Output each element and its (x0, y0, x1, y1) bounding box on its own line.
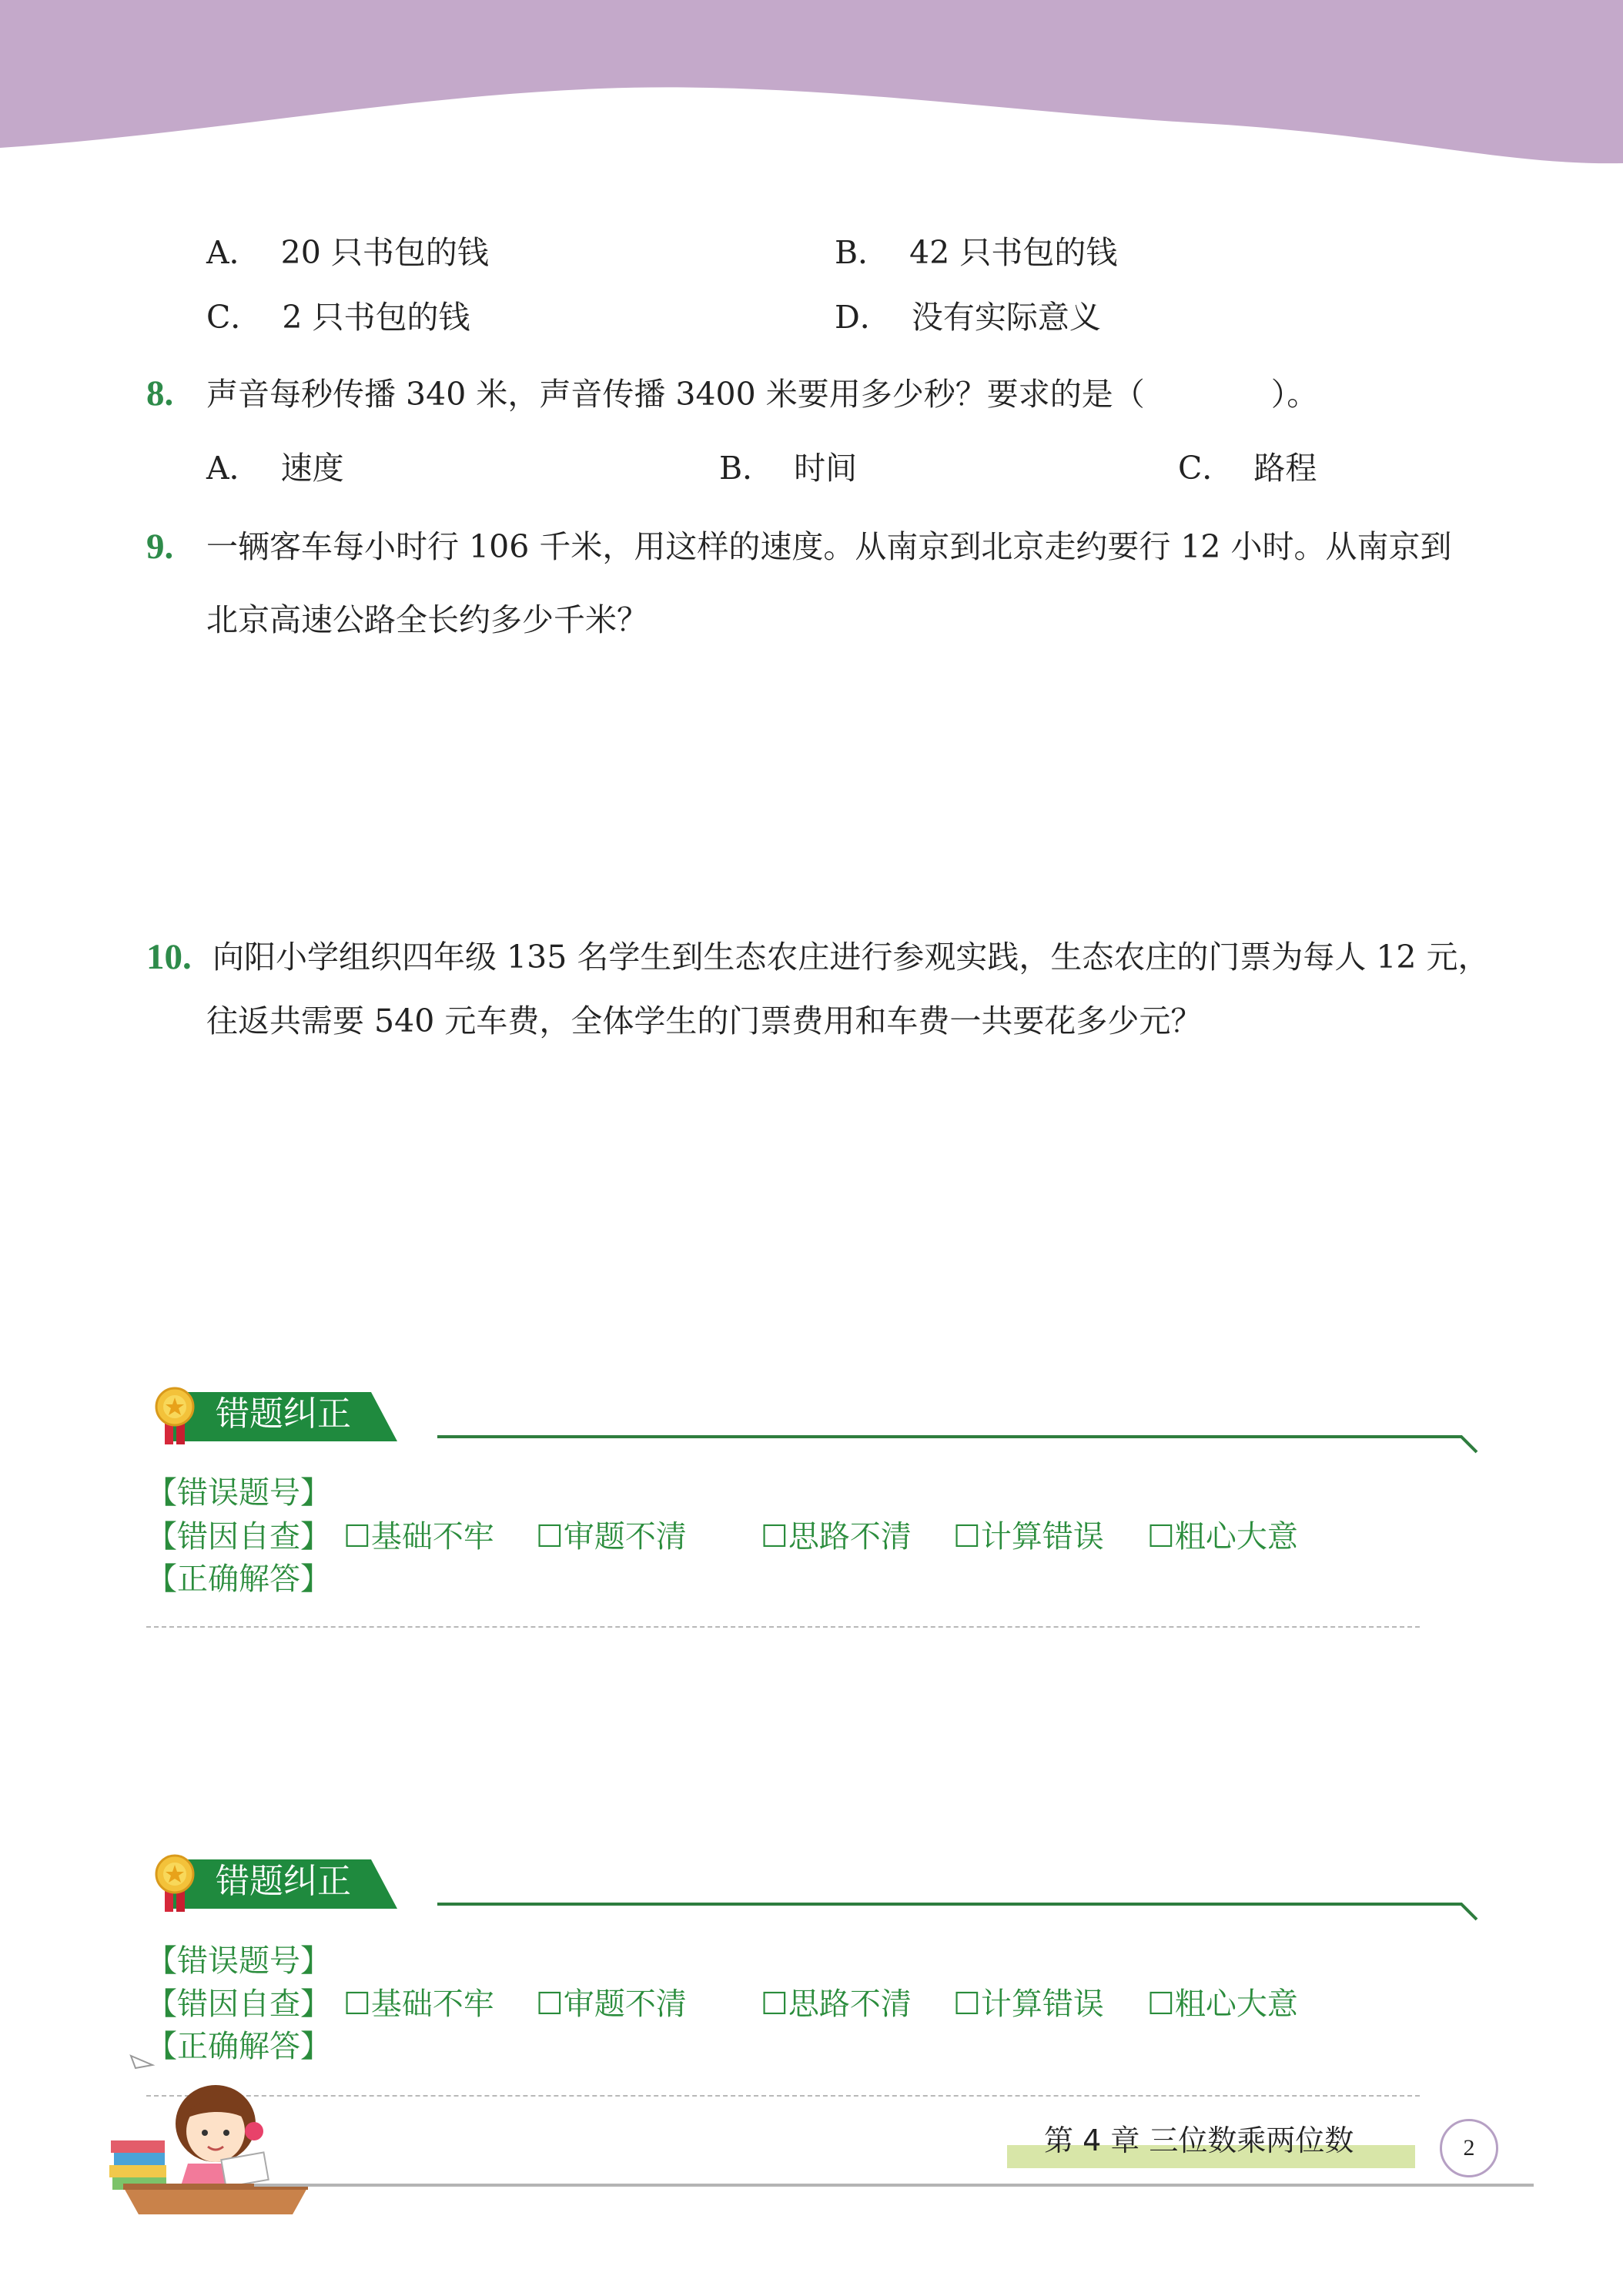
section-rule-end (1458, 1435, 1478, 1454)
page-number: 2 (1440, 2119, 1498, 2177)
footer-chapter-title: 第 4 章 三位数乘两位数 (1044, 2124, 1354, 2157)
question-9-line1: 一辆客车每小时行 106 千米，用这样的速度。从南京到北京走约要行 12 小时。从南京到 (206, 528, 1452, 565)
correction-section-1-header (154, 1387, 1478, 1441)
dashed-divider (146, 1626, 1420, 1628)
cause-option-basics[interactable]: ☐基础不牢 (343, 1519, 494, 1555)
question-10-number: 10. (146, 937, 192, 977)
cause-option-thinking[interactable]: ☐思路不清 (761, 1986, 912, 2022)
q7-option-b: B． 42 只书包的钱 (835, 234, 1118, 271)
question-8-number: 8. (146, 373, 174, 413)
q7-option-c: C． 2 只书包的钱 (206, 299, 470, 336)
correct-answer-label: 【正确解答】 (146, 2029, 331, 2064)
cause-option-calculation[interactable]: ☐计算错误 (953, 1986, 1104, 2022)
cause-option-careless[interactable]: ☐粗心大意 (1147, 1519, 1298, 1555)
q7-option-d: D． 没有实际意义 (835, 299, 1101, 336)
wrong-number-label: 【错误题号】 (146, 1943, 331, 1979)
header-wave-band (0, 0, 1623, 177)
cause-option-reading[interactable]: ☐审题不清 (536, 1519, 687, 1555)
section-title: 错题纠正 (216, 1862, 351, 1901)
cause-check-label: 【错因自查】 (146, 1986, 331, 2022)
q8-option-b: B． 时间 (719, 450, 858, 487)
wrong-number-label: 【错误题号】 (146, 1475, 331, 1511)
question-10-line2: 往返共需要 540 元车费，全体学生的门票费用和车费一共要花多少元？ (206, 1002, 1203, 1039)
section-rule-end (1458, 1903, 1478, 1921)
cause-check-label: 【错因自查】 (146, 1519, 331, 1555)
q8-option-c: C． 路程 (1178, 450, 1317, 487)
correction-section-2-header (154, 1855, 1478, 1909)
correct-answer-label: 【正确解答】 (146, 1561, 331, 1597)
question-8-text: 声音每秒传播 340 米，声音传播 3400 米要用多少秒？要求的是（ ）。 (206, 376, 1319, 413)
q8-option-a: A． 速度 (206, 450, 344, 487)
girl-reading-illustration (108, 2048, 323, 2217)
cause-option-reading[interactable]: ☐审题不清 (536, 1986, 687, 2022)
section-rule-line (437, 1903, 1461, 1906)
medal-icon (154, 1386, 197, 1448)
cause-option-careless[interactable]: ☐粗心大意 (1147, 1986, 1298, 2022)
cause-option-basics[interactable]: ☐基础不牢 (343, 1986, 494, 2022)
medal-icon (154, 1853, 197, 1915)
footer-rule (254, 2184, 1534, 2187)
question-9-line2: 北京高速公路全长约多少千米？ (206, 601, 648, 638)
question-10-line1: 向阳小学组织四年级 135 名学生到生态农庄进行参观实践，生态农庄的门票为每人 12 元， (212, 939, 1490, 976)
q7-option-a: A． 20 只书包的钱 (206, 234, 489, 271)
dashed-divider (146, 2095, 1420, 2097)
question-9-number: 9. (146, 527, 174, 567)
section-rule-line (437, 1435, 1461, 1438)
cause-option-thinking[interactable]: ☐思路不清 (761, 1519, 912, 1555)
section-title: 错题纠正 (216, 1394, 351, 1434)
cause-option-calculation[interactable]: ☐计算错误 (953, 1519, 1104, 1555)
